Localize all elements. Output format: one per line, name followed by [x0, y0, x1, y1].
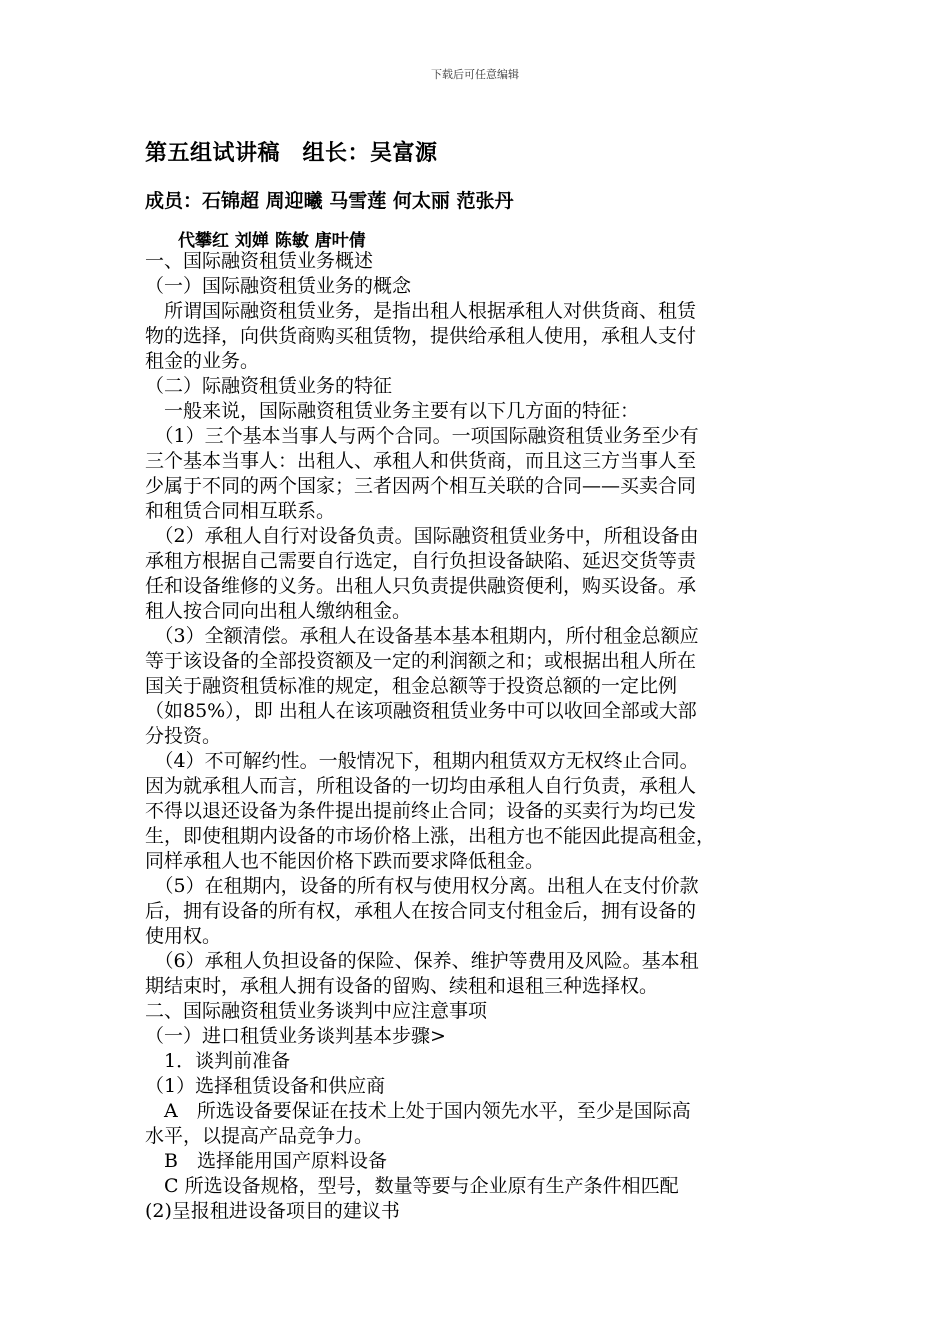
body-line: （4）不可解约性。一般情况下，租期内租赁双方无权终止合同。 [145, 750, 699, 772]
body-line: （6）承租人负担设备的保险、保养、维护等费用及风险。基本租 [145, 950, 699, 972]
body-line: 因为就承租人而言，所租设备的一切均由承租人自行负责，承租人 [145, 775, 697, 797]
body-line: 租人按合同向出租人缴纳租金。 [145, 600, 412, 622]
body-line: 1．谈判前准备 [145, 1050, 291, 1072]
body-line: 二、国际融资租赁业务谈判中应注意事项 [145, 1000, 488, 1022]
body-line: （一）国际融资租赁业务的概念 [145, 275, 412, 297]
body-line: 所谓国际融资租赁业务，是指出租人根据承租人对供货商、租赁 [145, 300, 697, 322]
body-line: 不得以退还设备为条件提出提前终止合同；设备的买卖行为均已发 [145, 800, 697, 822]
body-line: 使用权。 [145, 925, 222, 947]
body-line: 后，拥有设备的所有权，承租人在按合同支付租金后，拥有设备的 [145, 900, 697, 922]
body-line: （二）际融资租赁业务的特征 [145, 375, 393, 397]
body-line: （一）进口租赁业务谈判基本步骤> [145, 1025, 446, 1047]
body-line: B 选择能用国产原料设备 [145, 1150, 387, 1172]
body-line: (2)呈报租进设备项目的建议书 [145, 1200, 400, 1222]
body-line: （1）选择租赁设备和供应商 [145, 1075, 386, 1097]
body-line: 租金的业务。 [145, 350, 260, 372]
body-line: （2）承租人自行对设备负责。国际融资租赁业务中，所租设备由 [145, 525, 699, 547]
body-line: 三个基本当事人：出租人、承租人和供货商，而且这三方当事人至 [145, 450, 697, 472]
body-line: 承租方根据自己需要自行选定，自行负担设备缺陷、延迟交货等责 [145, 550, 697, 572]
page-header-note: 下载后可任意编辑 [431, 68, 519, 81]
body-line: 分投资。 [145, 725, 222, 747]
body-line: 等于该设备的全部投资额及一定的利润额之和；或根据出租人所在 [145, 650, 697, 672]
body-line: 国关于融资租赁标准的规定，租金总额等于投资总额的一定比例 [145, 675, 678, 697]
members-line-1: 成员：石锦超 周迎曦 马雪莲 何太丽 范张丹 [145, 190, 514, 212]
body-line: 少属于不同的两个国家；三者因两个相互关联的合同——买卖合同 [145, 475, 697, 497]
body-line: 物的选择，向供货商购买租赁物，提供给承租人使用，承租人支付 [145, 325, 697, 347]
body-line: 同样承租人也不能因价格下跌而要求降低租金。 [145, 850, 545, 872]
body-line: 和租赁合同相互联系。 [145, 500, 336, 522]
body-line: （5）在租期内，设备的所有权与使用权分离。出租人在支付价款 [145, 875, 699, 897]
body-line: A 所选设备要保证在技术上处于国内领先水平，至少是国际高 [145, 1100, 691, 1122]
body-line: 生，即使租期内设备的市场价格上涨，出租方也不能因此提高租金， [145, 825, 716, 847]
body-line: 水平，以提高产品竞争力。 [145, 1125, 374, 1147]
body-line: 一般来说，国际融资租赁业务主要有以下几方面的特征： [145, 400, 640, 422]
members-line-2: 代攀红 刘婵 陈敏 唐叶倩 [178, 231, 366, 251]
body-line: C 所选设备规格，型号，数量等要与企业原有生产条件相匹配 [145, 1175, 679, 1197]
body-line: （如85%），即 出租人在该项融资租赁业务中可以收回全部或大部 [145, 700, 697, 722]
body-line: （1）三个基本当事人与两个合同。一项国际融资租赁业务至少有 [145, 425, 699, 447]
body-line: 任和设备维修的义务。出租人只负责提供融资便利，购买设备。承 [145, 575, 697, 597]
body-line: 一、国际融资租赁业务概述 [145, 250, 374, 272]
body-line: （3）全额清偿。承租人在设备基本基本租期内，所付租金总额应 [145, 625, 699, 647]
body-line: 期结束时，承租人拥有设备的留购、续租和退租三种选择权。 [145, 975, 659, 997]
document-title: 第五组试讲稿 组长：吴富源 [145, 141, 438, 166]
